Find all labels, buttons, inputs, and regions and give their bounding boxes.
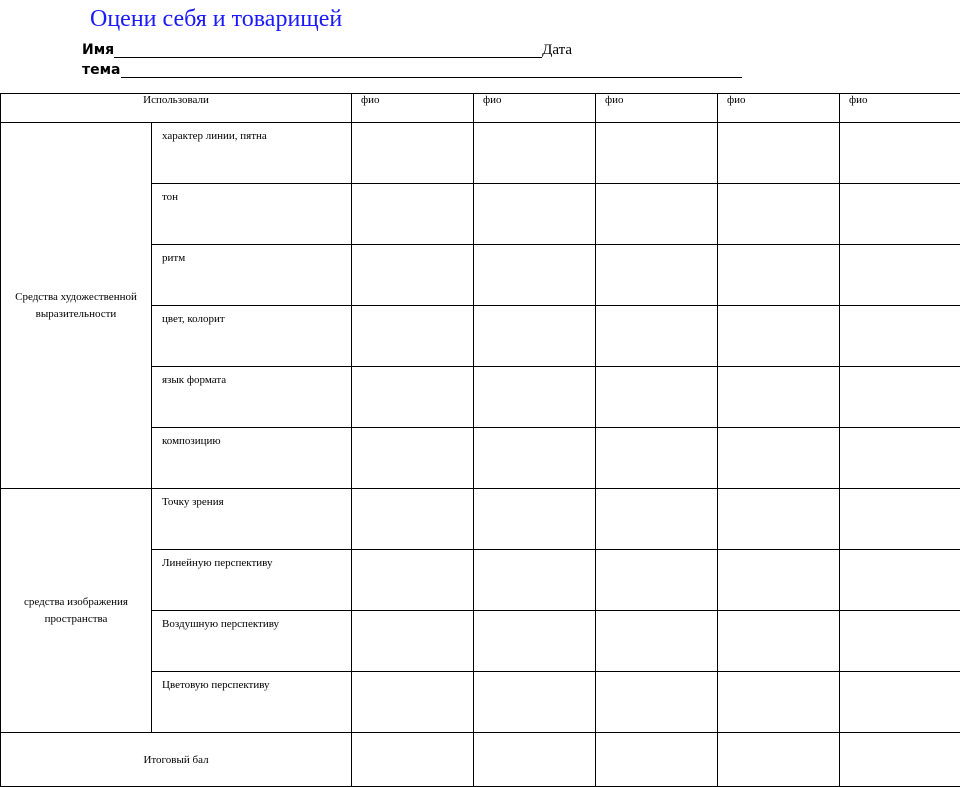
- date-label: Дата: [542, 42, 572, 58]
- criterion-label: Воздушную перспективу: [152, 611, 352, 672]
- score-cell[interactable]: [474, 550, 596, 611]
- score-cell[interactable]: [718, 123, 840, 184]
- name-label: Имя: [82, 42, 114, 58]
- group-space-means: средства изображения пространства: [1, 489, 152, 733]
- score-cell[interactable]: [352, 123, 474, 184]
- name-field[interactable]: [114, 42, 542, 58]
- header-used: Использовали: [1, 94, 352, 123]
- score-cell[interactable]: [352, 550, 474, 611]
- header-fio: фио: [474, 94, 596, 123]
- criterion-label: Цветовую перспективу: [152, 672, 352, 733]
- page-title: Оцени себя и товарищей: [90, 6, 342, 33]
- score-cell[interactable]: [596, 123, 718, 184]
- score-cell[interactable]: [352, 306, 474, 367]
- criterion-label: цвет, колорит: [152, 306, 352, 367]
- score-cell[interactable]: [352, 184, 474, 245]
- score-cell[interactable]: [840, 672, 960, 733]
- score-cell[interactable]: [718, 489, 840, 550]
- score-cell[interactable]: [596, 306, 718, 367]
- score-cell[interactable]: [718, 428, 840, 489]
- score-cell[interactable]: [840, 611, 960, 672]
- score-cell[interactable]: [718, 611, 840, 672]
- score-cell[interactable]: [474, 489, 596, 550]
- score-cell[interactable]: [718, 550, 840, 611]
- topic-label: тема: [82, 62, 121, 78]
- score-cell[interactable]: [474, 367, 596, 428]
- criterion-label: Линейную перспективу: [152, 550, 352, 611]
- score-cell[interactable]: [840, 367, 960, 428]
- score-cell[interactable]: [840, 428, 960, 489]
- score-cell[interactable]: [840, 184, 960, 245]
- assessment-table: [0, 93, 960, 787]
- group-expressive-means: Средства художественной выразительности: [1, 123, 152, 489]
- header-fio: фио: [840, 94, 960, 123]
- score-cell[interactable]: [718, 245, 840, 306]
- score-cell[interactable]: [596, 550, 718, 611]
- score-cell[interactable]: [596, 367, 718, 428]
- score-cell[interactable]: [596, 245, 718, 306]
- score-cell[interactable]: [352, 672, 474, 733]
- name-row: [82, 38, 572, 58]
- score-cell[interactable]: [474, 306, 596, 367]
- score-cell[interactable]: [718, 367, 840, 428]
- score-cell[interactable]: [352, 428, 474, 489]
- criterion-label: ритм: [152, 245, 352, 306]
- score-cell[interactable]: [840, 733, 960, 787]
- score-cell[interactable]: [474, 245, 596, 306]
- score-cell[interactable]: [840, 489, 960, 550]
- score-cell[interactable]: [474, 123, 596, 184]
- score-cell[interactable]: [474, 672, 596, 733]
- score-cell[interactable]: [718, 184, 840, 245]
- score-cell[interactable]: [596, 489, 718, 550]
- score-cell[interactable]: [596, 672, 718, 733]
- score-cell[interactable]: [352, 611, 474, 672]
- table-row: [1, 123, 960, 184]
- score-cell[interactable]: [718, 733, 840, 787]
- score-cell[interactable]: [596, 733, 718, 787]
- header-row: [1, 94, 960, 123]
- score-cell[interactable]: [352, 489, 474, 550]
- score-cell[interactable]: [596, 184, 718, 245]
- score-cell[interactable]: [840, 245, 960, 306]
- score-cell[interactable]: [352, 367, 474, 428]
- score-cell[interactable]: [352, 245, 474, 306]
- score-cell[interactable]: [596, 428, 718, 489]
- score-cell[interactable]: [718, 306, 840, 367]
- topic-row: [82, 58, 742, 78]
- header-fio: фио: [596, 94, 718, 123]
- criterion-label: композицию: [152, 428, 352, 489]
- topic-field[interactable]: [121, 62, 742, 78]
- score-cell[interactable]: [840, 306, 960, 367]
- criterion-label: Точку зрения: [152, 489, 352, 550]
- header-fio: фио: [718, 94, 840, 123]
- score-cell[interactable]: [352, 733, 474, 787]
- score-cell[interactable]: [840, 123, 960, 184]
- score-cell[interactable]: [474, 184, 596, 245]
- criterion-label: язык формата: [152, 367, 352, 428]
- score-cell[interactable]: [718, 672, 840, 733]
- score-cell[interactable]: [474, 428, 596, 489]
- score-cell[interactable]: [596, 611, 718, 672]
- table-row: [1, 489, 960, 550]
- criterion-label: характер линии, пятна: [152, 123, 352, 184]
- score-cell[interactable]: [474, 611, 596, 672]
- score-cell[interactable]: [474, 733, 596, 787]
- total-row: [1, 733, 960, 787]
- criterion-label: тон: [152, 184, 352, 245]
- header-fio: фио: [352, 94, 474, 123]
- score-cell[interactable]: [840, 550, 960, 611]
- total-label: Итоговый бал: [1, 733, 352, 787]
